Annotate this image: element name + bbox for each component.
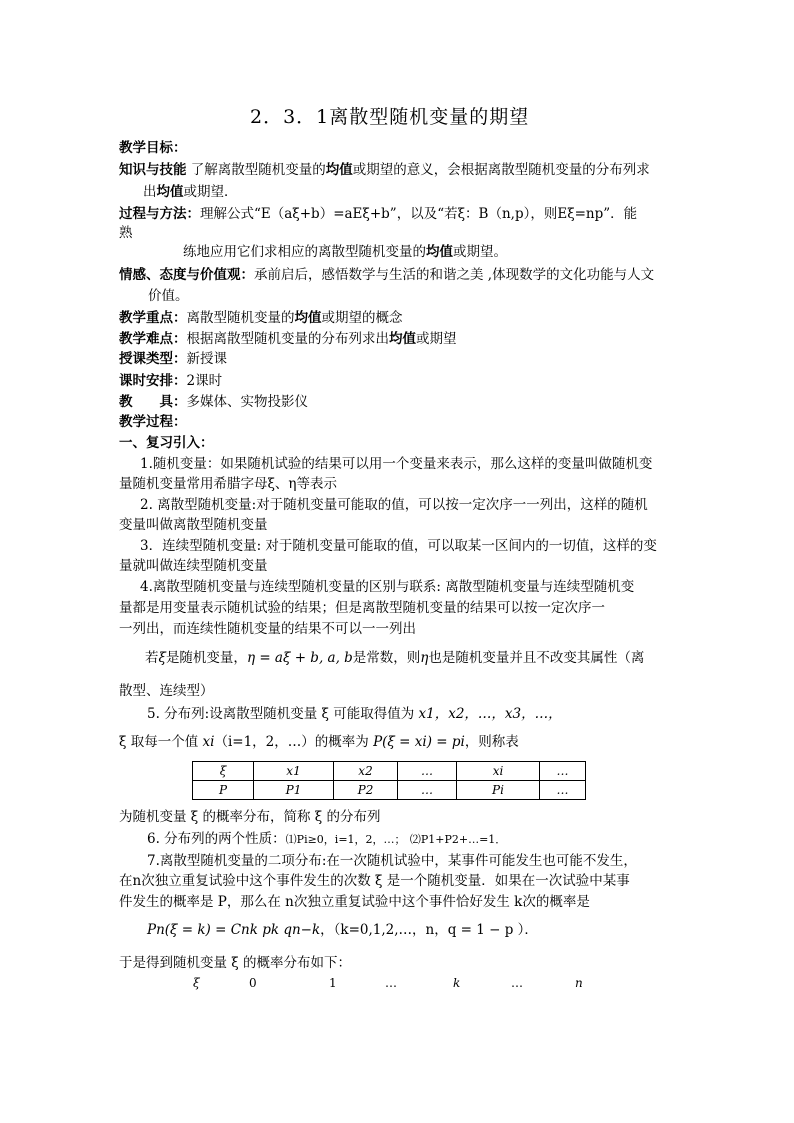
knowledge-text: 了解离散型随机变量的	[190, 162, 326, 178]
sequence-item: ξ	[193, 976, 200, 990]
tools-value: 多媒体、实物投影仪	[186, 394, 308, 410]
knowledge-line-1	[119, 161, 650, 179]
knowledge-text: 或期望的意义，会根据离散型随机变量的分布列求	[352, 162, 650, 178]
table-cell: xi	[457, 762, 540, 781]
table-cell: x1	[254, 762, 334, 781]
knowledge-line-2	[143, 183, 238, 201]
objectives-heading: 教学目标：	[119, 140, 187, 156]
table-cell: P2	[334, 781, 398, 800]
item-5-text: ξ 取每一个值	[119, 734, 203, 750]
process-line-1	[119, 205, 637, 223]
emotion-text: 承前启后，感悟数学与生活的和谐之美 ,体现数学的文化功能与人文	[254, 267, 655, 283]
lesson-type	[119, 350, 227, 368]
binomial-line	[147, 921, 538, 939]
table-cell: P	[193, 781, 254, 800]
sequence-item: …	[511, 976, 523, 990]
item-5-text: （i=1，2，…）的概率为	[214, 734, 374, 750]
table-row	[193, 781, 586, 800]
item-3-line-1: 3．连续型随机变量: 对于随机变量可能取的值，可以取某一区间内的一切值，这样的变	[140, 538, 657, 554]
lesson-type-value: 新授课	[186, 351, 227, 367]
difficulty-label: 教学难点：	[119, 331, 187, 347]
note-line-2: 散型、连续型）	[119, 683, 214, 699]
knowledge-text: 或期望．	[183, 184, 238, 200]
process-text: 练地应用它们求相应的离散型随机变量的	[183, 244, 426, 260]
mean-term: 均值	[294, 310, 322, 326]
item-2-line-1: 2. 离散型随机变量:对于随机变量可能取的值，可以按一定次序一一列出，这样的随机	[140, 497, 648, 513]
binomial-formula: Pn(ξ = k) = Cnk pk qn−k	[147, 922, 321, 938]
item-6	[147, 830, 506, 849]
schedule-value: 2课时	[186, 373, 223, 389]
emotion-line-2: 价值。	[148, 288, 189, 304]
note-text: 是随机变量，	[165, 650, 247, 666]
binomial-condition: ，（k=0,1,2,…，n，q = 1 − p ）．	[320, 922, 538, 938]
probability-formula: P(ξ = xi) = pi	[373, 734, 465, 750]
linear-formula: η = aξ + b, a, b	[246, 650, 353, 666]
item-5-text: ，则称表	[464, 734, 519, 750]
after-table-text: 为随机变量 ξ 的概率分布，简称 ξ 的分布列	[119, 809, 381, 825]
key-point	[119, 309, 403, 327]
item-4-line-2: 量都是用变量表示随机试验的结果；但是离散型随机变量的结果可以按一定次序一	[119, 600, 605, 616]
item-2-line-2: 变量叫做离散型随机变量	[119, 517, 268, 533]
table-cell: Pi	[457, 781, 540, 800]
item-1-line-2: 量随机变量常用希腊字母ξ、η等表示	[119, 476, 338, 492]
note-text: 若	[145, 650, 159, 666]
difficulty	[119, 330, 457, 348]
sequence-item: k	[453, 976, 461, 990]
table-cell: ξ	[193, 762, 254, 781]
note-text: 也是随机变量并且不改变其属性（离	[428, 650, 645, 666]
knowledge-text: 出	[143, 184, 157, 200]
sequence-item: 0	[249, 976, 257, 990]
table-cell: x2	[334, 762, 398, 781]
review-heading: 一、复习引入：	[119, 435, 214, 451]
process-line-3	[183, 243, 507, 261]
process-line-2: 熟	[119, 225, 133, 241]
item-5-line-2	[119, 733, 519, 751]
value-list: x1，x2，…，x3，…，	[418, 706, 562, 722]
item-5-line-1	[147, 705, 562, 723]
distribution-table	[192, 761, 586, 800]
table-cell: P1	[254, 781, 334, 800]
item-1-line-1: 1.随机变量：如果随机试验的结果可以用一个变量来表示，那么这样的变量叫做随机变	[140, 456, 653, 472]
item-7-line-1: 7.离散型随机变量的二项分布:在一次随机试验中，某事件可能发生也可能不发生，	[147, 853, 637, 869]
item-5-text: 5. 分布列:设离散型随机变量 ξ 可能取得值为	[147, 706, 419, 722]
knowledge-label: 知识与技能	[119, 162, 187, 178]
key-point-text: 或期望的概念	[321, 310, 403, 326]
mean-term: 均值	[426, 244, 453, 260]
property-1: ⑴Pi≥0，i=1，2，…；	[285, 833, 406, 846]
table-cell: …	[398, 762, 457, 781]
schedule-label: 课时安排：	[119, 373, 187, 389]
eta-symbol: η	[420, 650, 429, 666]
table-row	[193, 762, 586, 781]
item-4-line-1: 4.离散型随机变量与连续型随机变量的区别与联系: 离散型随机变量与连续型随机变	[140, 579, 635, 595]
xi-symbol: ξ	[158, 650, 166, 666]
summary-text: 于是得到随机变量 ξ 的概率分布如下：	[119, 955, 352, 971]
item-7-line-3: 件发生的概率是 P，那么在 n次独立重复试验中这个事件恰好发生 k次的概率是	[119, 894, 590, 910]
process-text: 或期望。	[453, 244, 507, 260]
note-text: 是常数，则	[352, 650, 421, 666]
schedule	[119, 372, 222, 390]
xi-value: xi	[202, 734, 215, 750]
table-cell: …	[398, 781, 457, 800]
emotion-line-1	[119, 266, 654, 284]
process-heading: 教学过程：	[119, 414, 187, 430]
key-point-text: 离散型随机变量的	[186, 310, 295, 326]
emotion-label: 情感、态度与价值观：	[119, 267, 254, 283]
key-point-label: 教学重点：	[119, 310, 187, 326]
table-cell: …	[540, 762, 586, 781]
item-6-text: 6. 分布列的两个性质：	[147, 831, 286, 847]
page-title: 2．3．1离散型随机变量的期望	[250, 106, 530, 128]
item-3-line-2: 量就叫做连续型随机变量	[119, 558, 268, 574]
process-text: 理解公式“E（aξ+b）=aEξ+b”，以及“若ξ：B（n,p），则Eξ=np”．能	[200, 206, 638, 222]
table-cell: …	[540, 781, 586, 800]
difficulty-text: 或期望	[416, 331, 457, 347]
item-7-line-2: 在n次独立重复试验中这个事件发生的次数 ξ 是一个随机变量．如果在一次试验中某事	[119, 873, 630, 889]
sequence-item: …	[385, 976, 397, 990]
mean-term: 均值	[156, 184, 184, 200]
process-label: 过程与方法：	[119, 206, 200, 222]
property-2: ⑵P1+P2+…=1．	[409, 833, 507, 846]
mean-term: 均值	[389, 331, 416, 347]
mean-term: 均值	[325, 162, 353, 178]
tools	[119, 393, 308, 411]
note-line-1	[145, 649, 644, 667]
item-4-line-3: 一列出，而连续性随机变量的结果不可以一一列出	[119, 621, 416, 637]
tools-label: 教 具：	[119, 394, 187, 410]
lesson-type-label: 授课类型：	[119, 351, 187, 367]
difficulty-text: 根据离散型随机变量的分布列求出	[186, 331, 389, 347]
sequence-item: 1	[329, 976, 337, 990]
sequence-item: n	[575, 976, 583, 990]
